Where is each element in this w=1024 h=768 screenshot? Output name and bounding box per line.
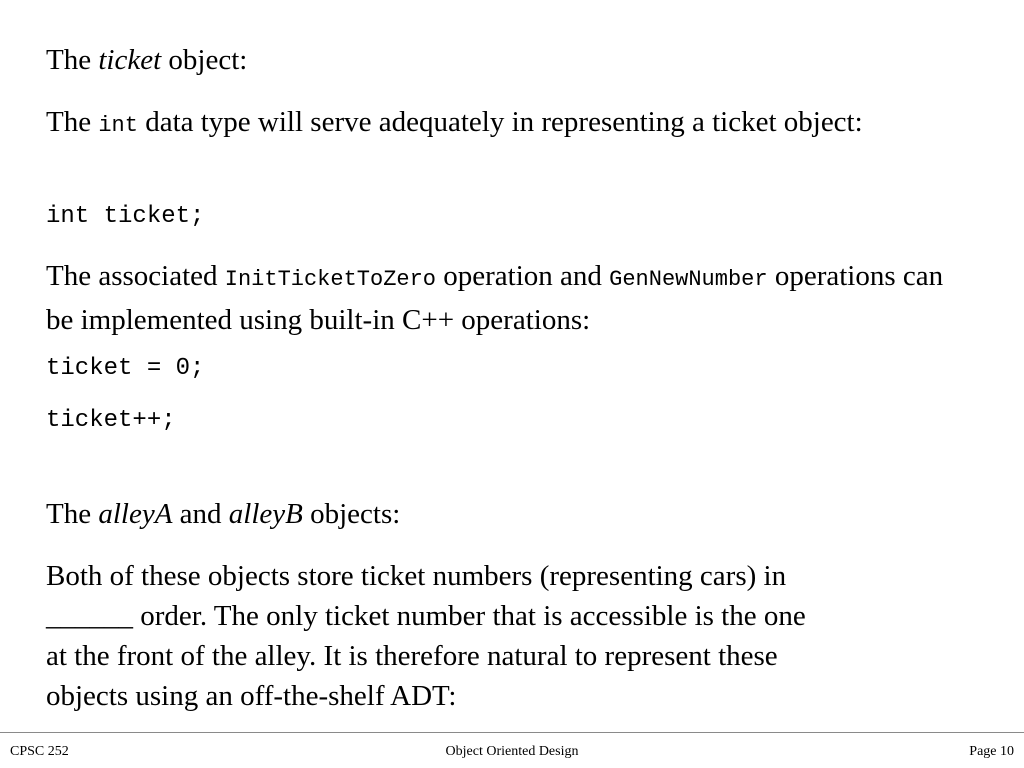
p2-pre: The	[46, 106, 99, 138]
p5-line-1: Both of these objects store ticket numbers (representing cars) in	[46, 560, 787, 592]
footer-course: CPSC 252	[10, 744, 69, 759]
p5-line-2: ______ order. The only ticket number that is accessible is the one	[46, 600, 806, 632]
footer-page-number: Page 10	[969, 744, 1014, 759]
paragraph-int-type	[46, 102, 863, 146]
p5-line-4: objects using an off-the-shelf ADT:	[46, 680, 457, 712]
footer-divider	[0, 732, 1024, 733]
p4-mid: and	[172, 498, 229, 530]
p3-pre: The associated	[46, 260, 225, 292]
code-ticket-increment: ticket++;	[46, 407, 176, 434]
p4-italic-alleya: alleyA	[98, 498, 173, 530]
code-int-ticket: int ticket;	[46, 203, 205, 230]
code-ticket-zero: ticket = 0;	[46, 355, 205, 382]
p3-code-initticket: InitTicketToZero	[224, 267, 436, 292]
heading-ticket-object	[46, 40, 247, 80]
p1-italic-ticket: ticket	[98, 44, 162, 76]
paragraph-alley-description	[46, 556, 966, 716]
p3-code-gennewnumber: GenNewNumber	[609, 267, 768, 292]
heading-alley-objects	[46, 494, 400, 534]
p1-pre: The	[46, 44, 99, 76]
p4-italic-alleyb: alleyB	[228, 498, 303, 530]
p4-pre: The	[46, 498, 99, 530]
paragraph-operations	[46, 256, 976, 340]
p4-post: objects:	[302, 498, 401, 530]
p5-line-3: at the front of the alley. It is therefore natural to represent these	[46, 640, 778, 672]
p1-post: object:	[161, 44, 248, 76]
p3-mid: operation and	[436, 260, 610, 292]
p2-post: data type will serve adequately in representing a ticket object:	[137, 106, 863, 138]
p2-code-int: int	[98, 113, 138, 138]
p3-post: operations can be implemented using built-in C++ operations:	[46, 260, 944, 336]
footer	[0, 740, 1024, 764]
footer-title: Object Oriented Design	[445, 744, 579, 759]
